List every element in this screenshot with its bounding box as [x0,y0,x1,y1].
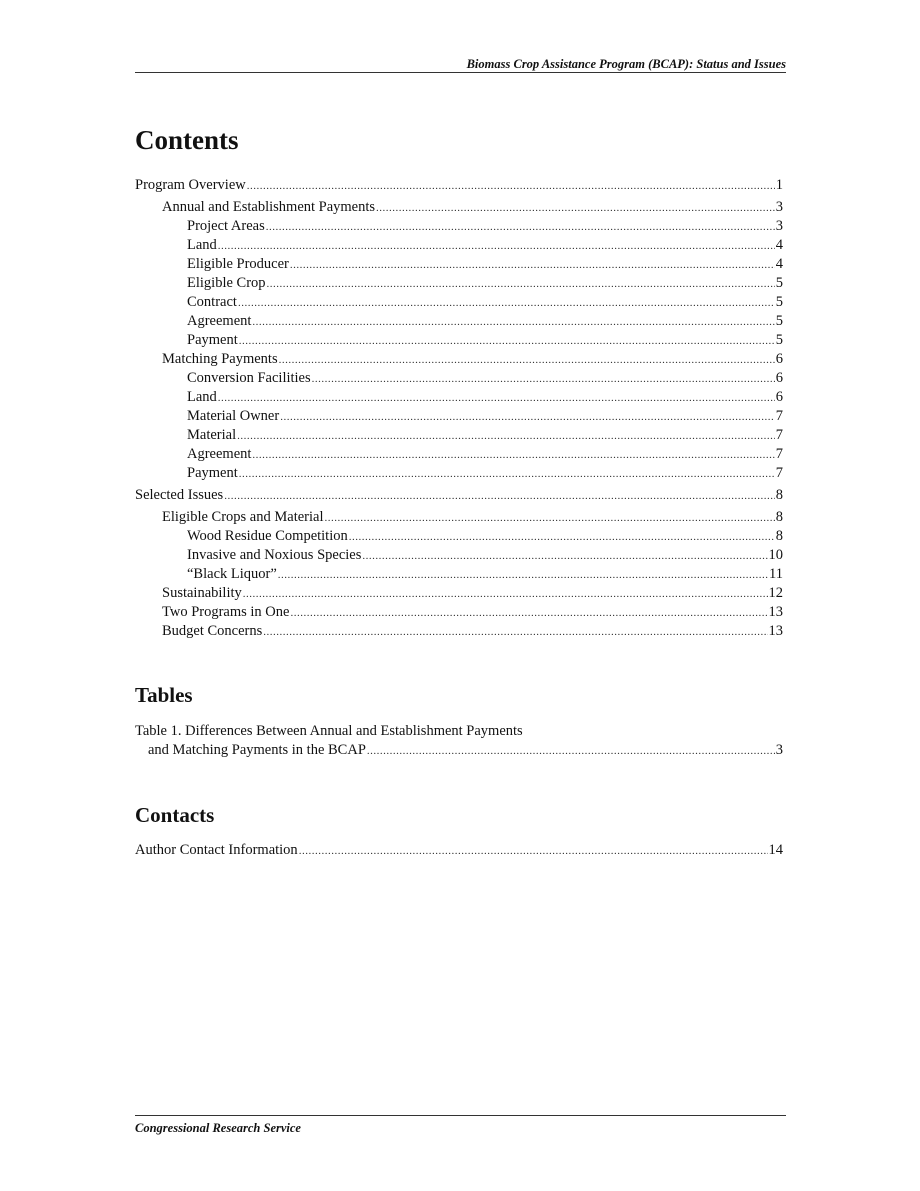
dot-leader [218,237,775,256]
dot-leader [290,604,767,623]
toc-entry[interactable] [187,546,783,565]
toc-entry-page: 1 [775,177,783,193]
tables-heading: Tables [135,683,193,707]
toc-entry[interactable] [162,622,783,641]
toc-entry-label: Material [187,427,237,443]
toc-entry[interactable] [187,464,783,483]
toc-entry-page: 5 [775,313,783,329]
toc-entry[interactable] [187,426,783,445]
toc-entry-page: 13 [768,623,783,639]
dot-leader [279,351,775,370]
contact-entry-page: 14 [768,842,783,858]
toc-entry[interactable] [187,293,783,312]
dot-leader [299,842,768,861]
toc-entry-page: 7 [775,446,783,462]
dot-leader [266,218,775,237]
toc-entry-label: Conversion Facilities [187,370,311,386]
toc-entry-label: Land [187,237,217,253]
dot-leader [290,256,775,275]
toc-entry-label: Eligible Crops and Material [162,509,324,525]
toc-entry[interactable] [162,350,783,369]
contents-heading: Contents [135,125,239,155]
toc-entry[interactable] [162,584,783,603]
toc-entry-label: Invasive and Noxious Species [187,547,362,563]
toc-entry[interactable] [187,527,783,546]
toc-entry-page: 11 [769,566,783,582]
toc-entry-page: 6 [775,389,783,405]
footer-text: Congressional Research Service [135,1121,301,1135]
dot-leader [267,275,775,294]
toc-entry-page: 3 [775,218,783,234]
toc-entry-page: 7 [775,427,783,443]
toc-entry-page: 4 [775,237,783,253]
dot-leader [362,547,767,566]
toc-entry-page: 3 [775,199,783,215]
toc-entry-page: 8 [775,509,783,525]
dot-leader [243,585,768,604]
dot-leader [278,566,768,585]
toc-entry-page: 6 [775,351,783,367]
contacts-heading: Contacts [135,803,215,827]
toc-entry-label: Two Programs in One [162,604,290,620]
toc-entry-label: “Black Liquor” [187,566,277,582]
toc-entry[interactable] [187,407,783,426]
toc-entry[interactable] [162,603,783,622]
toc-entry-label: Payment [187,465,238,481]
toc-entry-label: Eligible Crop [187,275,266,291]
dot-leader [324,509,774,528]
toc-entry[interactable] [187,445,783,464]
toc-entry[interactable] [162,508,783,527]
running-header: Biomass Crop Assistance Program (BCAP): Status and Issues [466,57,786,71]
dot-leader [218,389,775,408]
toc-entry[interactable] [187,217,783,236]
toc-entry[interactable] [187,274,783,293]
toc-entry[interactable] [187,331,783,350]
toc-entry-page: 12 [768,585,783,601]
table-entry-label-line1[interactable]: Table 1. Differences Between Annual and Establishment Payments [135,723,523,739]
dot-leader [238,294,775,313]
toc-entry-label: Selected Issues [135,487,224,503]
toc-entry-label: Matching Payments [162,351,278,367]
toc-entry-label: Payment [187,332,238,348]
dot-leader [224,487,775,506]
dot-leader [312,370,775,389]
dot-leader [252,446,774,465]
contact-entry[interactable] [135,841,783,860]
toc-entry-page: 8 [775,528,783,544]
header-rule [135,72,786,73]
dot-leader [367,742,775,761]
toc-entry-page: 10 [768,547,783,563]
toc-entry-label: Annual and Establishment Payments [162,199,376,215]
dot-leader [239,465,775,484]
toc-entry-page: 13 [768,604,783,620]
toc-entry[interactable] [187,369,783,388]
toc-entry[interactable] [187,255,783,274]
toc-entry[interactable] [135,486,783,505]
dot-leader [263,623,767,642]
toc-entry-page: 5 [775,275,783,291]
toc-entry-label: Land [187,389,217,405]
toc-entry-page: 5 [775,294,783,310]
contact-entry-label: Author Contact Information [135,842,298,858]
dot-leader [280,408,775,427]
toc-entry-page: 8 [775,487,783,503]
toc-entry[interactable] [187,236,783,255]
dot-leader [349,528,775,547]
table-entry[interactable] [148,741,783,760]
toc-entry[interactable] [135,176,783,195]
dot-leader [239,332,775,351]
dot-leader [237,427,775,446]
toc-entry[interactable] [162,198,783,217]
toc-entry-label: Agreement [187,446,252,462]
toc-entry-page: 6 [775,370,783,386]
toc-entry-label: Agreement [187,313,252,329]
dot-leader [376,199,775,218]
dot-leader [247,177,775,196]
toc-entry[interactable] [187,565,783,584]
toc-entry-page: 5 [775,332,783,348]
toc-entry-label: Wood Residue Competition [187,528,348,544]
table-entry-label-line2: and Matching Payments in the BCAP [148,742,366,758]
toc-entry-label: Eligible Producer [187,256,289,272]
toc-entry-label: Sustainability [162,585,242,601]
toc-entry-page: 7 [775,408,783,424]
toc-entry[interactable] [187,388,783,407]
toc-entry-label: Program Overview [135,177,246,193]
toc-entry-label: Budget Concerns [162,623,263,639]
toc-entry-label: Material Owner [187,408,280,424]
toc-entry-page: 7 [775,465,783,481]
toc-entry-label: Project Areas [187,218,265,234]
footer-rule [135,1115,786,1116]
toc-entry[interactable] [187,312,783,331]
toc-entry-label: Contract [187,294,237,310]
toc-entry-page: 4 [775,256,783,272]
dot-leader [252,313,774,332]
table-entry-page: 3 [775,742,783,758]
